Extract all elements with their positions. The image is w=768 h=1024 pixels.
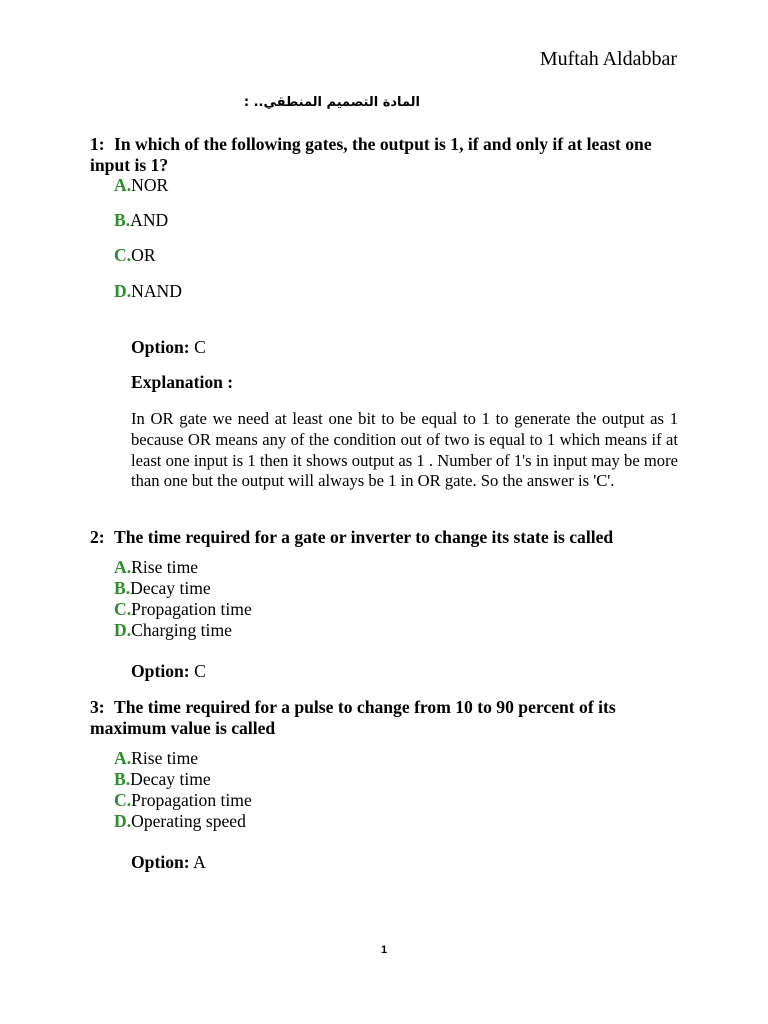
q2-answer [131, 661, 206, 682]
question-text: In which of the following gates, the output is 1, if and only if at least one input is 1? [90, 134, 652, 175]
explanation-text: In OR gate we need at least one bit to be equal to 1 to generate the output as 1 because OR means any of the condition out of two is equal to 1 which means if at least one input is 1 then it shows output as 1 . Number of 1's in input may be more than one but the output will always be 1 in OR gate. So the answer is 'C'. [131, 409, 678, 491]
option-text: Decay time [130, 769, 211, 789]
option-text: NAND [131, 281, 182, 301]
option-letter: D. [114, 281, 132, 301]
q3-option-c [114, 790, 252, 811]
answer-value: C [194, 661, 206, 681]
option-letter: B. [114, 769, 131, 789]
question-text: The time required for a gate or inverter to change its state is called [114, 527, 614, 547]
option-text: Charging time [131, 620, 232, 640]
q3-answer [131, 852, 206, 873]
option-text: Decay time [130, 578, 211, 598]
q2-option-b [114, 578, 211, 599]
option-text: Propagation time [131, 599, 252, 619]
author-name: Muftah Aldabbar [539, 48, 677, 70]
q3-option-d [114, 811, 246, 832]
option-letter: A. [114, 557, 132, 577]
option-letter: A. [114, 175, 132, 195]
option-letter: B. [114, 210, 131, 230]
answer-label: Option: [131, 337, 190, 357]
subject-heading: المادة التصميم المنطقي.. : [243, 95, 420, 110]
answer-value: A [193, 852, 206, 872]
option-letter: D. [114, 620, 132, 640]
question-3 [90, 697, 680, 739]
page-number: 1 [380, 944, 388, 956]
q2-option-a [114, 557, 198, 578]
q1-option-d [114, 281, 182, 302]
option-letter: B. [114, 578, 131, 598]
q2-option-c [114, 599, 252, 620]
option-text: Operating speed [131, 811, 246, 831]
option-text: NOR [131, 175, 169, 195]
option-text: Rise time [131, 748, 199, 768]
option-letter: C. [114, 790, 132, 810]
q2-option-d [114, 620, 232, 641]
question-number: 2: [90, 527, 105, 547]
question-number: 1: [90, 134, 105, 154]
question-text: The time required for a pulse to change from 10 to 90 percent of its maximum value is called [90, 697, 616, 738]
question-number: 3: [90, 697, 105, 717]
option-letter: C. [114, 599, 132, 619]
answer-label: Option: [131, 661, 190, 681]
q3-option-a [114, 748, 198, 769]
answer-value: C [194, 337, 206, 357]
q1-option-c [114, 245, 156, 266]
question-2 [90, 527, 680, 548]
option-text: Propagation time [131, 790, 252, 810]
option-letter: D. [114, 811, 132, 831]
explanation-title: Explanation : [131, 372, 234, 392]
option-letter: C. [114, 245, 132, 265]
q1-answer [131, 337, 206, 358]
option-text: Rise time [131, 557, 199, 577]
option-text: AND [130, 210, 169, 230]
option-text: OR [131, 245, 156, 265]
option-letter: A. [114, 748, 132, 768]
q1-option-a [114, 175, 168, 196]
q1-option-b [114, 210, 168, 231]
answer-label: Option: [131, 852, 190, 872]
question-1 [90, 134, 680, 176]
q3-option-b [114, 769, 211, 790]
